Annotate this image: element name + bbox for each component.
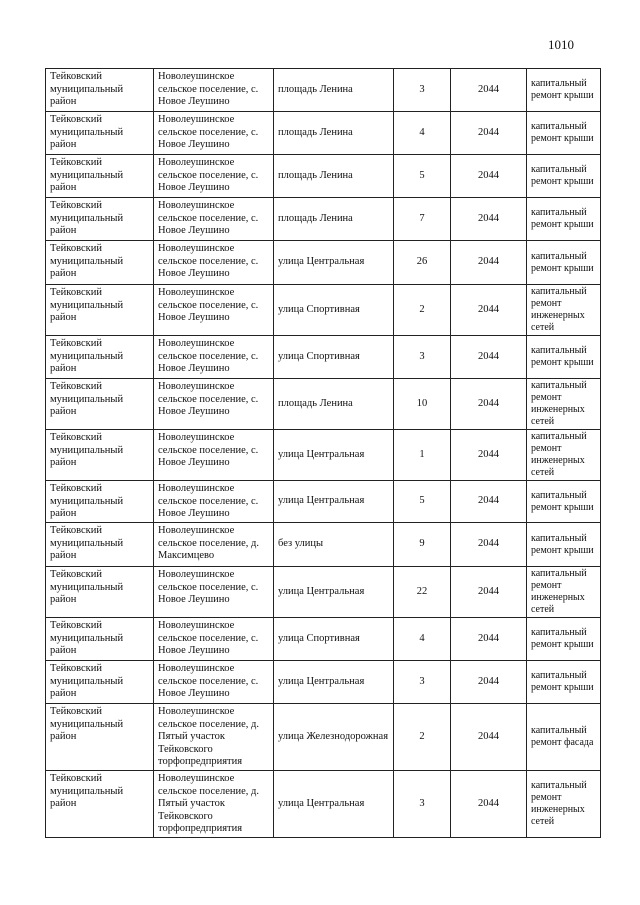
cell-work: капитальный ремонт крыши bbox=[527, 523, 601, 567]
cell-year: 2044 bbox=[451, 771, 527, 838]
table-row bbox=[46, 523, 601, 567]
cell-year: 2044 bbox=[451, 155, 527, 198]
cell-work: капитальный ремонт инженерных сетей bbox=[527, 379, 601, 430]
cell-year: 2044 bbox=[451, 430, 527, 481]
cell-year: 2044 bbox=[451, 198, 527, 241]
cell-settlement: Новолеушинское сельское поселение, с. Новое Леушино bbox=[154, 285, 274, 336]
cell-year: 2044 bbox=[451, 379, 527, 430]
cell-year: 2044 bbox=[451, 481, 527, 523]
table-row bbox=[46, 198, 601, 241]
cell-district: Тейковский муниципальный район bbox=[46, 481, 154, 523]
cell-work: капитальный ремонт инженерных сетей bbox=[527, 430, 601, 481]
cell-street: улица Центральная bbox=[274, 430, 394, 481]
table-row bbox=[46, 661, 601, 704]
cell-settlement: Новолеушинское сельское поселение, с. Новое Леушино bbox=[154, 155, 274, 198]
cell-house: 2 bbox=[394, 704, 451, 771]
cell-work: капитальный ремонт крыши bbox=[527, 241, 601, 285]
cell-settlement: Новолеушинское сельское поселение, с. Новое Леушино bbox=[154, 430, 274, 481]
cell-district: Тейковский муниципальный район bbox=[46, 379, 154, 430]
cell-settlement: Новолеушинское сельское поселение, с. Новое Леушино bbox=[154, 481, 274, 523]
cell-work: капитальный ремонт крыши bbox=[527, 618, 601, 661]
cell-district: Тейковский муниципальный район bbox=[46, 704, 154, 771]
cell-house: 3 bbox=[394, 771, 451, 838]
cell-year: 2044 bbox=[451, 567, 527, 618]
cell-work: капитальный ремонт фасада bbox=[527, 704, 601, 771]
cell-work: капитальный ремонт крыши bbox=[527, 336, 601, 379]
cell-settlement: Новолеушинское сельское поселение, с. Новое Леушино bbox=[154, 379, 274, 430]
cell-street: улица Железнодорожная bbox=[274, 704, 394, 771]
cell-settlement: Новолеушинское сельское поселение, с. Новое Леушино bbox=[154, 69, 274, 112]
cell-work: капитальный ремонт инженерных сетей bbox=[527, 285, 601, 336]
cell-district: Тейковский муниципальный район bbox=[46, 618, 154, 661]
table-row bbox=[46, 618, 601, 661]
table-row bbox=[46, 704, 601, 771]
table-row bbox=[46, 430, 601, 481]
cell-work: капитальный ремонт крыши bbox=[527, 661, 601, 704]
table-row bbox=[46, 336, 601, 379]
cell-house: 22 bbox=[394, 567, 451, 618]
cell-year: 2044 bbox=[451, 336, 527, 379]
cell-district: Тейковский муниципальный район bbox=[46, 430, 154, 481]
cell-district: Тейковский муниципальный район bbox=[46, 661, 154, 704]
cell-district: Тейковский муниципальный район bbox=[46, 336, 154, 379]
table-row bbox=[46, 112, 601, 155]
cell-work: капитальный ремонт крыши bbox=[527, 69, 601, 112]
cell-street: улица Центральная bbox=[274, 241, 394, 285]
cell-district: Тейковский муниципальный район bbox=[46, 523, 154, 567]
cell-work: капитальный ремонт крыши bbox=[527, 481, 601, 523]
cell-year: 2044 bbox=[451, 704, 527, 771]
cell-house: 9 bbox=[394, 523, 451, 567]
cell-street: площадь Ленина bbox=[274, 379, 394, 430]
cell-street: улица Спортивная bbox=[274, 618, 394, 661]
cell-street: улица Центральная bbox=[274, 771, 394, 838]
cell-district: Тейковский муниципальный район bbox=[46, 69, 154, 112]
cell-street: улица Спортивная bbox=[274, 336, 394, 379]
table-row bbox=[46, 285, 601, 336]
cell-settlement: Новолеушинское сельское поселение, с. Новое Леушино bbox=[154, 198, 274, 241]
cell-year: 2044 bbox=[451, 661, 527, 704]
cell-street: площадь Ленина bbox=[274, 69, 394, 112]
cell-house: 10 bbox=[394, 379, 451, 430]
cell-settlement: Новолеушинское сельское поселение, д. Пятый участок Тейковского торфопредприятия bbox=[154, 704, 274, 771]
cell-house: 4 bbox=[394, 112, 451, 155]
table-row bbox=[46, 379, 601, 430]
cell-district: Тейковский муниципальный район bbox=[46, 198, 154, 241]
cell-district: Тейковский муниципальный район bbox=[46, 285, 154, 336]
cell-street: площадь Ленина bbox=[274, 155, 394, 198]
cell-work: капитальный ремонт крыши bbox=[527, 112, 601, 155]
cell-district: Тейковский муниципальный район bbox=[46, 567, 154, 618]
table-row bbox=[46, 567, 601, 618]
cell-settlement: Новолеушинское сельское поселение, с. Новое Леушино bbox=[154, 567, 274, 618]
cell-year: 2044 bbox=[451, 69, 527, 112]
cell-settlement: Новолеушинское сельское поселение, с. Новое Леушино bbox=[154, 241, 274, 285]
cell-house: 26 bbox=[394, 241, 451, 285]
table-row bbox=[46, 155, 601, 198]
cell-house: 3 bbox=[394, 661, 451, 704]
cell-year: 2044 bbox=[451, 285, 527, 336]
cell-street: площадь Ленина bbox=[274, 198, 394, 241]
cell-district: Тейковский муниципальный район bbox=[46, 771, 154, 838]
page-number: 1010 bbox=[548, 37, 574, 52]
cell-settlement: Новолеушинское сельское поселение, с. Новое Леушино bbox=[154, 336, 274, 379]
cell-settlement: Новолеушинское сельское поселение, д. Пятый участок Тейковского торфопредприятия bbox=[154, 771, 274, 838]
cell-work: капитальный ремонт инженерных сетей bbox=[527, 771, 601, 838]
cell-year: 2044 bbox=[451, 618, 527, 661]
repair-schedule-table bbox=[45, 68, 601, 838]
cell-house: 2 bbox=[394, 285, 451, 336]
table-row bbox=[46, 241, 601, 285]
cell-house: 3 bbox=[394, 336, 451, 379]
cell-street: улица Центральная bbox=[274, 661, 394, 704]
cell-street: улица Спортивная bbox=[274, 285, 394, 336]
cell-work: капитальный ремонт крыши bbox=[527, 155, 601, 198]
cell-work: капитальный ремонт крыши bbox=[527, 198, 601, 241]
cell-house: 1 bbox=[394, 430, 451, 481]
table-row bbox=[46, 481, 601, 523]
cell-district: Тейковский муниципальный район bbox=[46, 241, 154, 285]
cell-year: 2044 bbox=[451, 112, 527, 155]
table-body bbox=[46, 69, 601, 838]
cell-settlement: Новолеушинское сельское поселение, с. Новое Леушино bbox=[154, 618, 274, 661]
cell-year: 2044 bbox=[451, 523, 527, 567]
cell-house: 4 bbox=[394, 618, 451, 661]
cell-house: 3 bbox=[394, 69, 451, 112]
cell-year: 2044 bbox=[451, 241, 527, 285]
cell-settlement: Новолеушинское сельское поселение, с. Новое Леушино bbox=[154, 661, 274, 704]
table-row bbox=[46, 771, 601, 838]
cell-house: 7 bbox=[394, 198, 451, 241]
cell-house: 5 bbox=[394, 481, 451, 523]
cell-district: Тейковский муниципальный район bbox=[46, 112, 154, 155]
cell-street: площадь Ленина bbox=[274, 112, 394, 155]
cell-district: Тейковский муниципальный район bbox=[46, 155, 154, 198]
cell-settlement: Новолеушинское сельское поселение, д. Максимцево bbox=[154, 523, 274, 567]
cell-settlement: Новолеушинское сельское поселение, с. Новое Леушино bbox=[154, 112, 274, 155]
cell-street: улица Центральная bbox=[274, 481, 394, 523]
cell-work: капитальный ремонт инженерных сетей bbox=[527, 567, 601, 618]
cell-street: улица Центральная bbox=[274, 567, 394, 618]
cell-street: без улицы bbox=[274, 523, 394, 567]
cell-house: 5 bbox=[394, 155, 451, 198]
table-row bbox=[46, 69, 601, 112]
